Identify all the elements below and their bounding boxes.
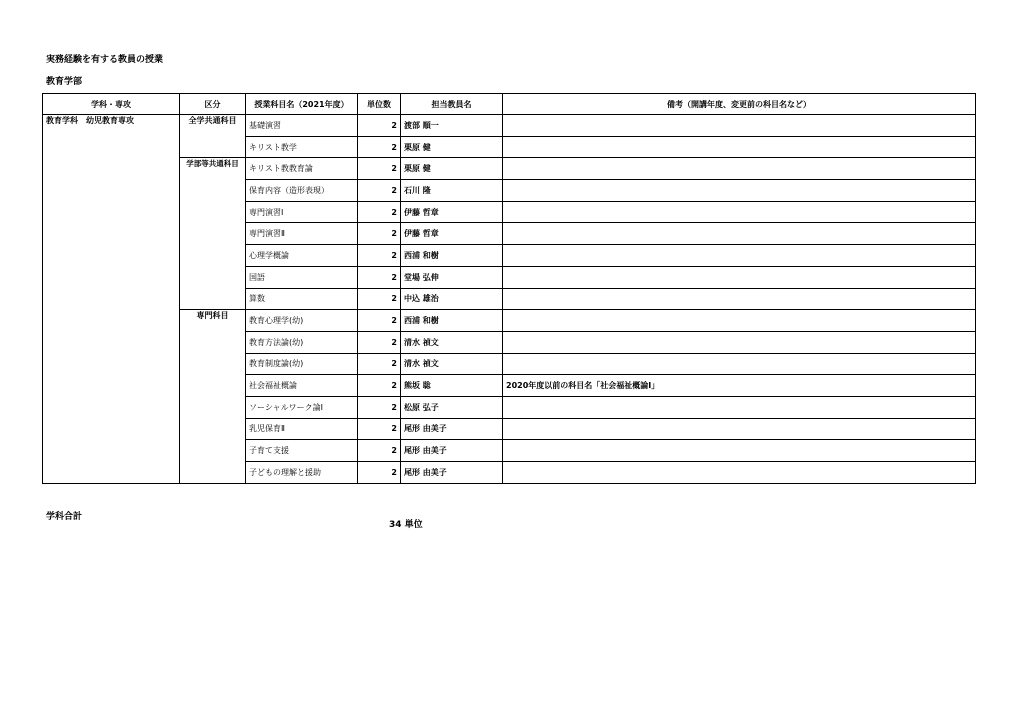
units-cell: 2 (358, 136, 401, 158)
course-cell: 乳児保育Ⅱ (246, 418, 358, 440)
note-cell (503, 223, 976, 245)
course-cell: 算数 (246, 288, 358, 310)
header-dept: 学科・専攻 (43, 94, 180, 115)
units-cell: 2 (358, 288, 401, 310)
table-row (43, 115, 976, 137)
teacher-cell: 尾形 由美子 (401, 418, 503, 440)
faculty-label: 教育学部 (46, 77, 83, 87)
page-title: 実務経験を有する教員の授業 (46, 55, 164, 65)
teacher-cell: 西浦 和樹 (401, 310, 503, 332)
total-label: 学科合計 (46, 512, 83, 522)
total-value: 34 単位 (389, 520, 423, 530)
units-cell: 2 (358, 158, 401, 180)
teacher-cell: 中込 雄治 (401, 288, 503, 310)
course-cell: 教育方法論(幼) (246, 331, 358, 353)
units-cell: 2 (358, 201, 401, 223)
teacher-cell: 清水 禎文 (401, 331, 503, 353)
course-cell: キリスト教学 (246, 136, 358, 158)
category-cell: 専門科目 (180, 310, 246, 484)
teacher-cell: 伊藤 哲章 (401, 201, 503, 223)
course-cell: 社会福祉概論 (246, 375, 358, 397)
units-cell: 2 (358, 440, 401, 462)
course-cell: 専門演習Ⅱ (246, 223, 358, 245)
units-cell: 2 (358, 223, 401, 245)
teacher-cell: 尾形 由美子 (401, 462, 503, 484)
note-cell (503, 201, 976, 223)
units-cell: 2 (358, 353, 401, 375)
header-units: 単位数 (358, 94, 401, 115)
table-row (43, 158, 976, 180)
teacher-cell: 清水 禎文 (401, 353, 503, 375)
note-cell (503, 158, 976, 180)
category-cell: 全学共通科目 (180, 115, 246, 158)
note-cell (503, 266, 976, 288)
teacher-cell: 栗原 健 (401, 158, 503, 180)
note-cell (503, 353, 976, 375)
note-cell (503, 462, 976, 484)
category-cell: 学部等共通科目 (180, 158, 246, 310)
note-cell: 2020年度以前の科目名「社会福祉概論Ⅰ」 (503, 375, 976, 397)
units-cell: 2 (358, 375, 401, 397)
course-cell: 保育内容（造形表現） (246, 180, 358, 202)
teacher-cell: 堂場 弘伸 (401, 266, 503, 288)
units-cell: 2 (358, 462, 401, 484)
units-cell: 2 (358, 331, 401, 353)
note-cell (503, 288, 976, 310)
course-cell: 子育て支援 (246, 440, 358, 462)
units-cell: 2 (358, 115, 401, 137)
header-row (43, 94, 976, 115)
note-cell (503, 136, 976, 158)
units-cell: 2 (358, 266, 401, 288)
teacher-cell: 尾形 由美子 (401, 440, 503, 462)
course-cell: 子どもの理解と援助 (246, 462, 358, 484)
note-cell (503, 418, 976, 440)
course-cell: 教育心理学(幼) (246, 310, 358, 332)
note-cell (503, 396, 976, 418)
teacher-cell: 西浦 和樹 (401, 245, 503, 267)
course-cell: 専門演習Ⅰ (246, 201, 358, 223)
course-cell: 教育制度論(幼) (246, 353, 358, 375)
note-cell (503, 115, 976, 137)
table-row (43, 310, 976, 332)
department-cell: 教育学科 幼児教育専攻 (43, 115, 180, 484)
course-cell: 基礎演習 (246, 115, 358, 137)
courses-table (42, 93, 976, 484)
note-cell (503, 331, 976, 353)
teacher-cell: 松原 弘子 (401, 396, 503, 418)
course-cell: 心理学概論 (246, 245, 358, 267)
note-cell (503, 180, 976, 202)
note-cell (503, 440, 976, 462)
header-teacher: 担当教員名 (401, 94, 503, 115)
units-cell: 2 (358, 310, 401, 332)
note-cell (503, 310, 976, 332)
header-category: 区分 (180, 94, 246, 115)
teacher-cell: 熊坂 聡 (401, 375, 503, 397)
units-cell: 2 (358, 418, 401, 440)
note-cell (503, 245, 976, 267)
header-note: 備考（開講年度、変更前の科目名など） (503, 94, 976, 115)
teacher-cell: 石川 隆 (401, 180, 503, 202)
course-cell: 国語 (246, 266, 358, 288)
header-course: 授業科目名（2021年度） (246, 94, 358, 115)
units-cell: 2 (358, 396, 401, 418)
units-cell: 2 (358, 245, 401, 267)
units-cell: 2 (358, 180, 401, 202)
teacher-cell: 栗原 健 (401, 136, 503, 158)
course-cell: キリスト教教育論 (246, 158, 358, 180)
teacher-cell: 渡部 順一 (401, 115, 503, 137)
teacher-cell: 伊藤 哲章 (401, 223, 503, 245)
course-cell: ソーシャルワーク論Ⅰ (246, 396, 358, 418)
